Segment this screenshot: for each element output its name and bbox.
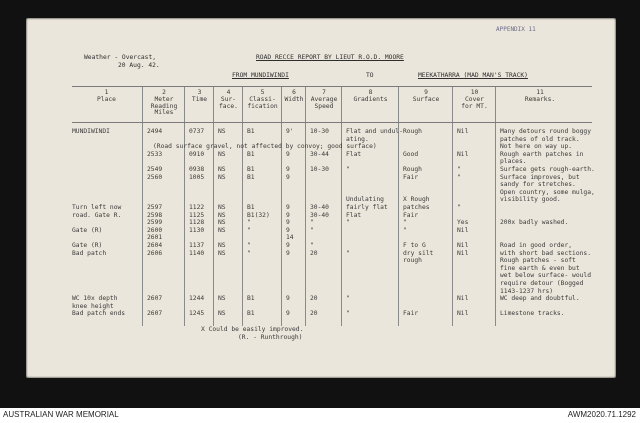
table-cell-width: 9 xyxy=(286,173,290,181)
table-cell-place: Bad patch xyxy=(72,249,107,257)
table-cell-remarks: Rough patches - soft xyxy=(500,257,576,265)
date-line: 20 Aug. 42. xyxy=(118,62,160,69)
table-cell-remarks: patches of old track. xyxy=(500,135,580,143)
table-cell-surf: NS xyxy=(218,150,226,158)
table-cell-time: 1245 xyxy=(189,310,205,318)
table-cell-width: 9 xyxy=(286,204,290,211)
table-cell-cls: " xyxy=(247,242,251,249)
table-cell-place: Gate (R) xyxy=(72,242,103,249)
table-cell-time: 1130 xyxy=(189,226,205,234)
table-cell-speed: 30-44 xyxy=(310,150,329,158)
table-cell-surf: NS xyxy=(218,310,226,318)
table-cell-grad: Flat and undul- xyxy=(346,128,403,135)
table-cell-speed: 10-30 xyxy=(310,128,329,135)
table-cell-surf: NS xyxy=(218,242,226,249)
table-cell-width: 9 xyxy=(286,219,290,227)
destination-label: MEEKATHARRA (MAD MAN'S TRACK) xyxy=(418,72,528,79)
table-cell-surface: " xyxy=(403,226,407,234)
table-cell-remarks: 1143-1237 hrs) xyxy=(500,287,554,295)
table-cell-speed: 20 xyxy=(310,295,318,303)
table-cell-width: 9 xyxy=(286,166,290,173)
table-cell-width: 9 xyxy=(286,249,290,257)
column-number: 6 xyxy=(292,89,296,96)
table-cell-miles: 2600 xyxy=(147,226,163,234)
table-cell-cover: " xyxy=(457,204,461,211)
table-cell-surface: Rough xyxy=(403,166,422,173)
table-cell-grad: " xyxy=(346,295,350,303)
table-cell-surf: NS xyxy=(218,128,226,135)
table-cell-cls: B1 xyxy=(247,166,255,173)
table-cell-miles: 2606 xyxy=(147,249,163,257)
table-cell-remarks: Rough earth patches in xyxy=(500,150,584,158)
table-cell-miles: 2601 xyxy=(147,234,163,242)
report-title: ROAD RECCE REPORT BY LIEUT R.O.D. MOORE xyxy=(256,54,404,61)
column-number: 10 xyxy=(470,89,479,96)
table-cell-cover: Nil xyxy=(457,128,469,135)
column-header: Meter Reading Miles xyxy=(150,96,178,117)
table-cell-time: 0737 xyxy=(189,128,205,135)
column-header: Gradients xyxy=(353,96,388,103)
table-note: (Road surface gravel, not affected by convoy; good surface) xyxy=(153,143,377,151)
column-number: 9 xyxy=(424,89,428,96)
column-number: 5 xyxy=(260,89,265,96)
table-cell-width: 9 xyxy=(286,150,290,158)
table-cell-time: 1005 xyxy=(189,173,205,181)
table-cell-remarks: Limestone tracks. xyxy=(500,310,565,318)
table-cell-miles: 2607 xyxy=(147,295,163,303)
column-header: Sur- face. xyxy=(219,96,238,110)
table-cell-surface: rough xyxy=(403,257,422,265)
table-cell-surf: NS xyxy=(218,219,226,227)
table-cell-time: 0938 xyxy=(189,166,205,173)
header-rule-top xyxy=(72,86,592,87)
archive-footer xyxy=(0,408,640,423)
table-cell-speed: " xyxy=(310,242,314,249)
column-number: 7 xyxy=(322,89,326,96)
table-cell-surface: Fair xyxy=(403,173,419,181)
table-cell-remarks: Road in good order, xyxy=(500,242,573,249)
table-cell-surface: patches xyxy=(403,204,430,211)
table-cell-surf: NS xyxy=(218,211,226,219)
column-number: 11 xyxy=(536,89,544,96)
table-cell-cover: " xyxy=(457,166,461,173)
table-cell-cls: " xyxy=(247,219,251,227)
table-cell-width: 9 xyxy=(286,211,290,219)
table-cell-speed: " xyxy=(310,219,314,227)
table-cell-remarks: Many detours round boggy xyxy=(500,128,591,135)
table-cell-miles: 2597 xyxy=(147,204,163,211)
table-cell-time: 1140 xyxy=(189,249,205,257)
table-cell-surface: Good xyxy=(403,150,419,158)
table-cell-remarks: Surface improves, but xyxy=(500,173,580,181)
column-header: Time xyxy=(191,96,208,103)
table-cell-time: 1128 xyxy=(189,219,205,227)
table-cell-remarks: Surface gets rough-earth. xyxy=(500,166,595,173)
table-cell-surf: NS xyxy=(218,295,226,303)
table-cell-miles: 2604 xyxy=(147,242,163,249)
table-cell-place: WC 10x depth xyxy=(72,295,118,303)
table-cell-place: Gate (R) xyxy=(72,226,103,234)
table-cell-surface: Fair xyxy=(403,310,419,318)
table-cell-cover: Nil xyxy=(457,249,469,257)
table-cell-remarks: WC deep and doubtful. xyxy=(500,295,580,303)
table-cell-speed: 30-40 xyxy=(310,211,329,219)
table-cell-place: Bad patch ends xyxy=(72,310,126,318)
table-cell-grad: Flat xyxy=(346,211,362,219)
archive-name: AUSTRALIAN WAR MEMORIAL xyxy=(3,410,119,419)
table-cell-width: 9 xyxy=(286,295,290,303)
table-cell-surface: X Rough xyxy=(403,196,430,204)
table-cell-surface: " xyxy=(403,219,407,227)
table-cell-grad: Undulating xyxy=(346,196,384,204)
table-cell-surf: NS xyxy=(218,226,226,234)
archive-reference: AWM2020.71.1292 xyxy=(567,410,636,419)
table-cell-grad: ating. xyxy=(346,135,369,143)
table-cell-remarks: visibility good. xyxy=(500,196,561,204)
table-cell-cls: B1 xyxy=(247,173,255,181)
table-cell-surface: Fair xyxy=(403,211,419,219)
table-cell-speed: 20 xyxy=(310,249,318,257)
table-cell-surface: Rough xyxy=(403,128,422,135)
table-cell-cover: Nil xyxy=(457,295,469,303)
column-number: 3 xyxy=(197,89,202,96)
table-cell-cls: B1 xyxy=(247,310,255,318)
table-cell-miles: 2560 xyxy=(147,173,163,181)
column-header: Place xyxy=(97,96,116,103)
column-header: Remarks. xyxy=(524,96,556,103)
table-cell-speed: 30-40 xyxy=(310,204,329,211)
to-label: TO xyxy=(366,72,374,79)
table-cell-surface: dry silt xyxy=(403,249,434,257)
table-cell-time: 1137 xyxy=(189,242,205,249)
table-cell-width: 9 xyxy=(286,310,290,318)
table-cell-place: road. Gate R. xyxy=(72,211,122,219)
table-cell-remarks: places. xyxy=(500,158,527,166)
table-cell-width: 9 xyxy=(286,226,290,234)
table-cell-cls: B1 xyxy=(247,295,255,303)
column-header: Surface xyxy=(412,96,440,103)
table-cell-remarks: require detour (Bogged xyxy=(500,280,584,287)
footnote-improved: X Could be easily improved. xyxy=(201,326,304,333)
table-cell-cover: Nil xyxy=(457,310,469,318)
table-cell-time: 1125 xyxy=(189,211,205,219)
table-cell-speed: 10-30 xyxy=(310,166,329,173)
table-cell-place: MUNDIWINDI xyxy=(72,128,110,135)
table-cell-cover: Nil xyxy=(457,150,469,158)
table-cell-miles: 2599 xyxy=(147,219,163,227)
table-cell-grad: Flat xyxy=(346,150,362,158)
table-cell-surf: NS xyxy=(218,249,226,257)
table-cell-remarks: wet below surface- would xyxy=(500,272,591,280)
table-cell-miles: 2598 xyxy=(147,211,163,219)
table-cell-cover: " xyxy=(457,173,461,181)
table-cell-cover: Yes xyxy=(457,219,469,227)
table-cell-time: 1244 xyxy=(189,295,205,303)
table-cell-grad: " xyxy=(346,310,350,318)
header-rule-bottom xyxy=(72,122,592,123)
table-cell-cls: B1 xyxy=(247,128,255,135)
table-cell-cls: " xyxy=(247,226,251,234)
table-cell-surf: NS xyxy=(218,166,226,173)
appendix-label: APPENDIX 11 xyxy=(496,26,536,33)
table-cell-time: 0910 xyxy=(189,150,205,158)
table-cell-cover: Nil xyxy=(457,226,469,234)
footnote-runthrough: (R. - Runthrough) xyxy=(238,334,303,341)
table-cell-cover: Nil xyxy=(457,242,469,249)
table-cell-speed: 20 xyxy=(310,310,318,318)
weather-line: Weather - Overcast, xyxy=(84,54,157,61)
column-header: Width xyxy=(284,96,304,103)
table-cell-remarks: 200x badly washed. xyxy=(500,219,569,227)
column-header: Cover for MT. xyxy=(461,96,488,110)
table-cell-width: 9 xyxy=(286,242,290,249)
table-cell-grad: " xyxy=(346,166,350,173)
table-cell-speed: " xyxy=(310,226,314,234)
table-cell-miles: 2533 xyxy=(147,150,163,158)
document-page xyxy=(26,18,616,378)
table-cell-width: 9' xyxy=(286,128,294,135)
column-header: Average Speed xyxy=(310,96,338,110)
column-header: Classi- fication xyxy=(247,96,278,110)
column-number: 4 xyxy=(226,89,231,96)
table-cell-cls: B1(32) xyxy=(247,211,270,219)
table-cell-cls: B1 xyxy=(247,150,255,158)
table-cell-grad: " xyxy=(346,249,350,257)
table-cell-surf: NS xyxy=(218,204,226,211)
table-cell-cls: B1 xyxy=(247,204,255,211)
table-cell-grad: " xyxy=(346,219,350,227)
table-cell-remarks: Not here on way up. xyxy=(500,143,573,151)
table-cell-place: Turn left now xyxy=(72,204,122,211)
table-cell-place: knee height xyxy=(72,302,114,310)
table-cell-surf: NS xyxy=(218,173,226,181)
table-cell-remarks: fine earth & even but xyxy=(500,264,580,272)
table-cell-miles: 2607 xyxy=(147,310,163,318)
column-number: 1 xyxy=(104,89,109,96)
from-label: FROM MUNDIWINDI xyxy=(232,72,289,79)
table-cell-grad: fairly flat xyxy=(346,204,388,211)
table-cell-remarks: Open country, some mulga, xyxy=(500,188,595,196)
column-number: 2 xyxy=(162,89,166,96)
table-cell-time: 1122 xyxy=(189,204,205,211)
table-cell-cls: " xyxy=(247,249,251,257)
table-cell-miles: 2494 xyxy=(147,128,163,135)
table-cell-miles: 2549 xyxy=(147,166,163,173)
table-cell-width: 14 xyxy=(286,234,294,242)
table-cell-remarks: with short bad sections. xyxy=(500,249,591,257)
table-cell-surface: F to G xyxy=(403,242,426,249)
column-number: 8 xyxy=(368,89,373,96)
table-cell-remarks: sandy for stretches. xyxy=(500,181,576,189)
